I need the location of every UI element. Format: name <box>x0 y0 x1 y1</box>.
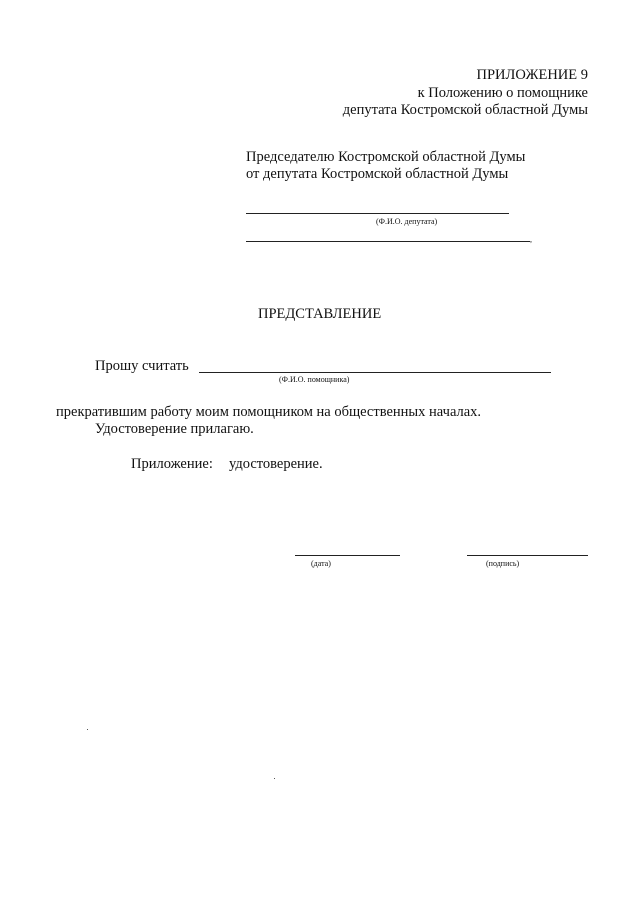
scan-speck <box>87 729 88 730</box>
date-hint: (дата) <box>311 559 331 568</box>
signature-line <box>467 555 588 556</box>
request-label: Прошу считать <box>95 358 189 374</box>
assistant-name-hint: (Ф.И.О. помощника) <box>279 375 350 384</box>
deputy-name-line <box>246 213 509 214</box>
certificate-attached-text: Удостоверение прилагаю. <box>95 421 254 437</box>
document-title: ПРЕДСТАВЛЕНИЕ <box>258 306 382 322</box>
assistant-name-line <box>199 372 551 373</box>
date-line <box>295 555 400 556</box>
appendix-number: ПРИЛОЖЕНИЕ 9 <box>476 67 588 83</box>
attachment-value: удостоверение. <box>229 456 323 472</box>
trailing-comma: , <box>530 235 532 244</box>
sender-line: от депутата Костромской областной Думы <box>246 166 509 182</box>
attachment-label: Приложение: <box>131 456 213 472</box>
scan-speck <box>274 778 275 779</box>
deputy-extra-line <box>246 241 530 242</box>
signature-hint: (подпись) <box>486 559 520 568</box>
body-text-line: прекратившим работу моим помощником на общественных началах. <box>56 404 482 420</box>
addressee-line: Председателю Костромской областной Думы <box>246 149 526 165</box>
appendix-reference-line-2: депутата Костромской областной Думы <box>342 102 588 118</box>
appendix-reference-line: к Положению о помощнике <box>417 85 588 101</box>
deputy-name-hint: (Ф.И.О. депутата) <box>376 217 438 226</box>
